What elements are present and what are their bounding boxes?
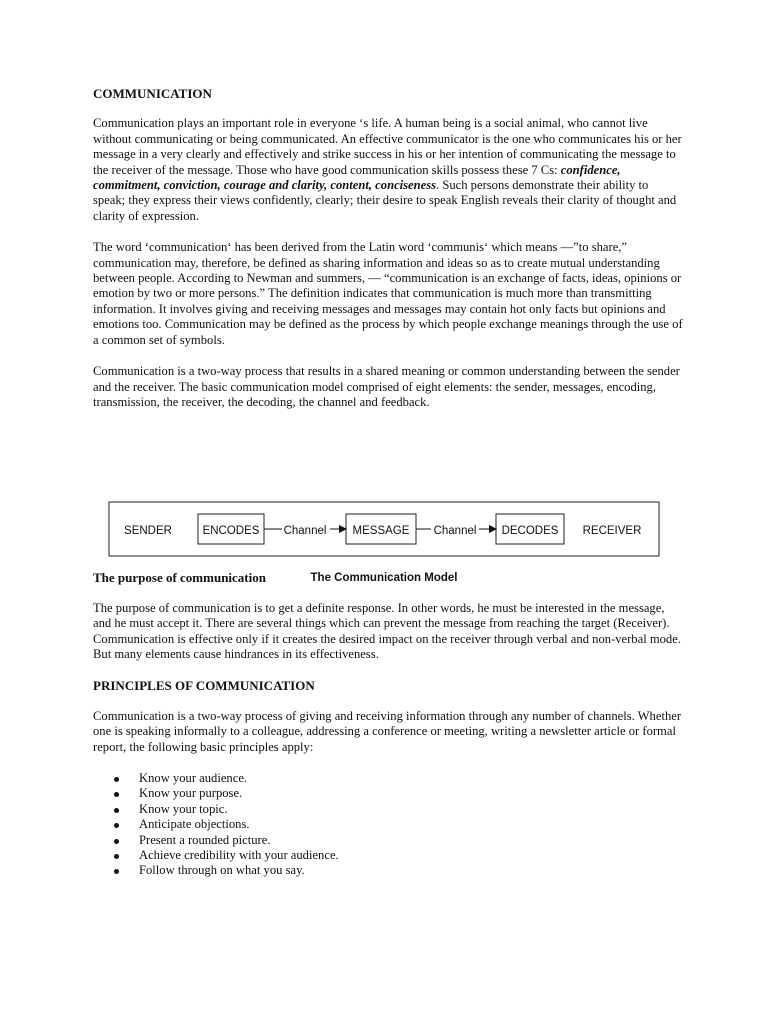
list-item: Know your purpose.	[93, 786, 683, 801]
bullet-dot	[114, 823, 119, 828]
bullet-dot	[114, 792, 119, 797]
document-body	[93, 86, 683, 879]
list-item: Present a rounded picture.	[93, 833, 683, 848]
paragraph-two-way-process: Communication is a two-way process that results in a shared meaning or common understanding between the sender and the receiver. The basic communication model comprised of eight elements: the sender, messages, encoding, transmission, the receiver, the decoding, the channel and feedback.	[93, 364, 680, 409]
bullet-dot	[114, 854, 119, 859]
list-item: Anticipate objections.	[93, 817, 683, 832]
heading-communication: COMMUNICATION	[93, 86, 212, 101]
heading-principles: PRINCIPLES OF COMMUNICATION	[93, 678, 315, 694]
list-item: Follow through on what you say.	[93, 863, 683, 878]
channel-label-2: Channel	[433, 525, 477, 537]
paragraph-definition: The word ‘communication‘ has been derived from the Latin word ‘communis‘ which means —”to share,” communication may, therefore, be defined as sharing information and ideas so as to create mutual understanding between people. According to Newman and summers, — “communication is an exchange of facts, ideas, opinions or emotion by two or more persons.” The definition indicates that communication is much more than transmitting information. It involves giving and receiving messages and messages may contain hot only facts but opinions and emotions too. Communication may be defined as the process by which people exchange meanings through the use of a common set of symbols.	[93, 240, 683, 347]
sender-label: SENDER	[124, 525, 172, 537]
message-label: MESSAGE	[352, 525, 410, 537]
communication-model-diagram	[108, 500, 660, 588]
bullet-dot	[114, 869, 119, 874]
receiver-label: RECEIVER	[582, 525, 642, 537]
paragraph-purpose: The purpose of communication is to get a definite response. In other words, he must be interested in the message, and he must accept it. There are several things which can prevent the message from reaching the target (Receiver). Communication is effective only if it creates the desired impact on the receiver through verbal and non-verbal mode. But many elements cause hindrances in its effectiveness.	[93, 600, 681, 661]
bullet-dot	[114, 808, 119, 813]
decodes-label: DECODES	[501, 525, 559, 537]
heading-purpose: The purpose of communication	[93, 570, 266, 586]
channel-label-1: Channel	[283, 525, 327, 537]
paragraph-principles: Communication is a two-way process of giving and receiving information through any number of channels. Whether one is speaking informally to a colleague, addressing a conference or meeting, writing a newsletter article or formal report, the following basic principles apply:	[93, 708, 682, 754]
seven-cs-list: confidence, commitment, conviction, courage and clarity, content, conciseness	[93, 162, 621, 193]
list-item: Know your topic.	[93, 802, 683, 817]
bullet-dot	[114, 839, 119, 844]
paragraph-intro-text-b: . Such persons demonstrate their ability to speak; they express their views confidently, clearly; their desire to speak English reveals their clarity of thought and clarity of expression.	[93, 178, 677, 223]
principles-list	[93, 771, 683, 879]
diagram-caption: The Communication Model	[310, 572, 458, 584]
encodes-label: ENCODES	[202, 525, 260, 537]
list-item: Achieve credibility with your audience.	[93, 848, 683, 863]
paragraph-intro-text-a: Communication plays an important role in everyone ‘s life. A human being is a social animal, who cannot live without communicating or being communicated. An effective communicator is the one who communicates his or her message in a very clearly and effectively and strike success in his or her intention of communicating the message to the receiver of the message. Those who have good communication skills possess these 7 Cs:	[93, 116, 682, 177]
paragraph-intro	[93, 116, 683, 224]
list-item: Know your audience.	[93, 771, 683, 786]
bullet-dot	[114, 777, 119, 782]
